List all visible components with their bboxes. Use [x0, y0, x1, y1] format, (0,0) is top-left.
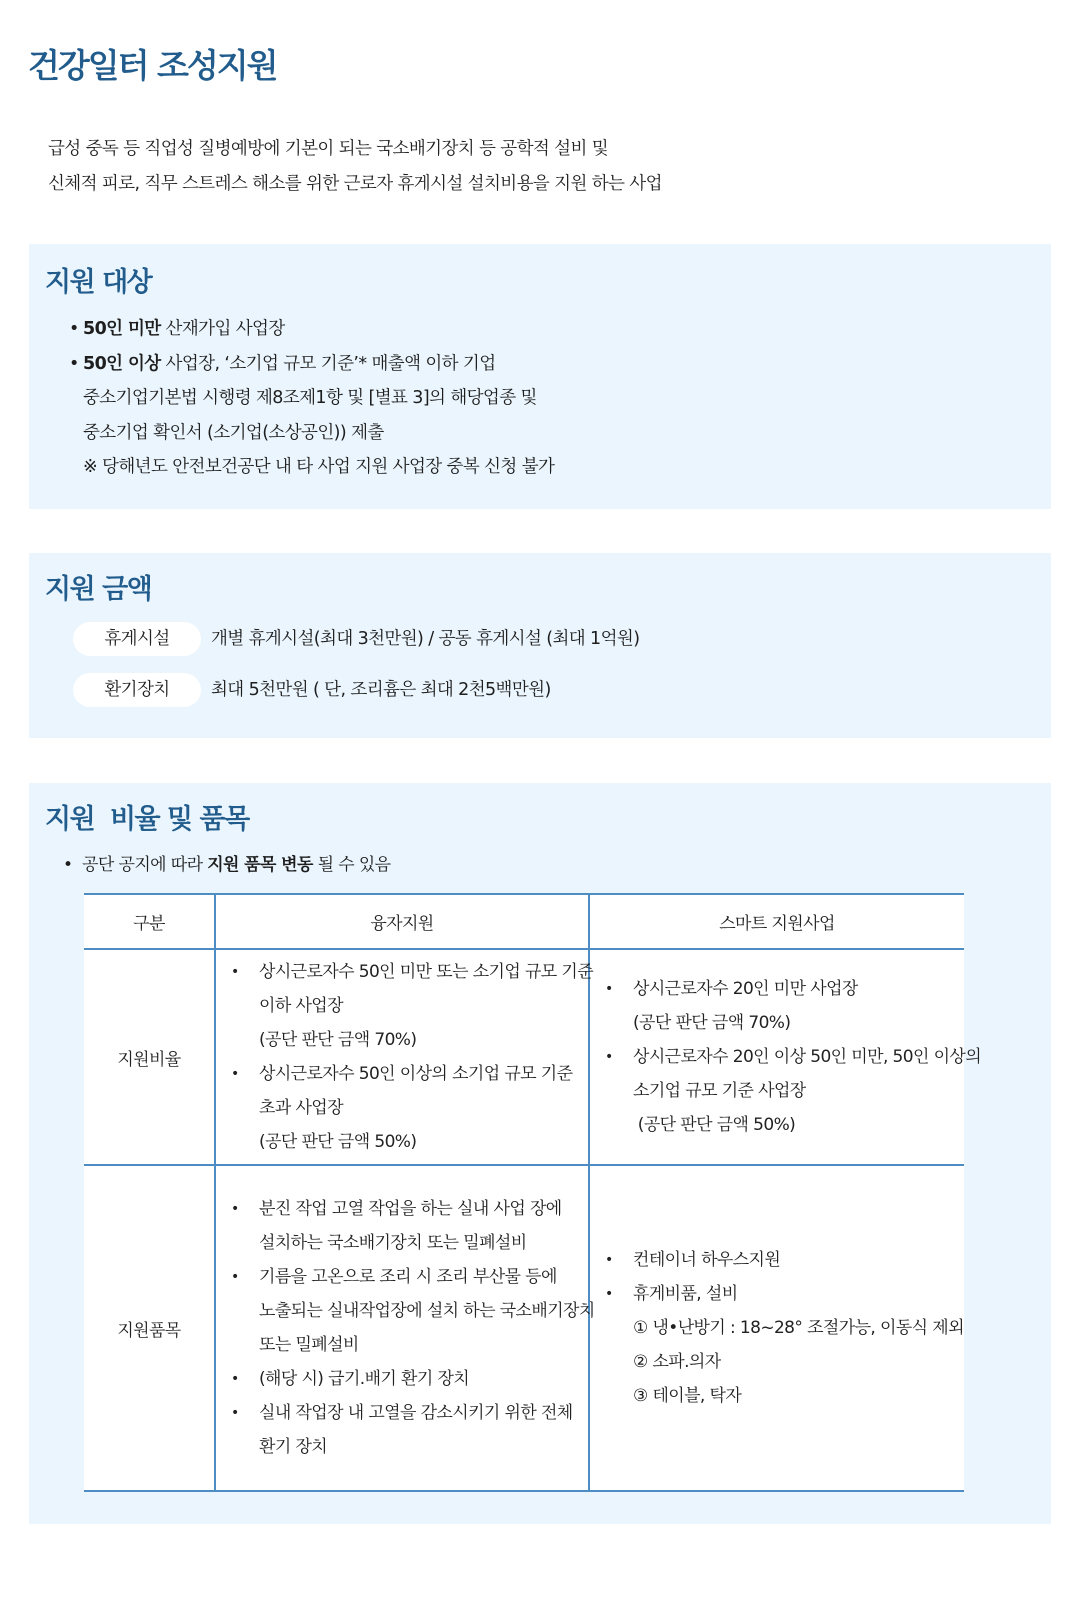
table-cell: [215, 1165, 595, 1491]
column-header: 구분: [84, 894, 215, 949]
list-item-continuation: (공단 판단 금액 50%): [259, 1132, 417, 1152]
list-item-text: 상시근로자수 20인 미만 사업장: [633, 979, 858, 999]
page-title: 건강일터 조성지원: [28, 46, 277, 85]
support-table: [84, 893, 982, 1492]
list-item: [231, 1396, 587, 1430]
bullet-icon: •: [231, 964, 239, 980]
row-label: 지원비율: [84, 949, 215, 1165]
bullet-icon: •: [63, 855, 83, 875]
list-item-text: 실내 작업장 내 고열을 감소시키기 위한 전체: [259, 1403, 573, 1423]
emphasis-text: 50인 미만: [83, 319, 161, 339]
list-item-continuation: ③ 테이블, 탁자: [633, 1386, 742, 1406]
target-section-title: 지원 대상: [45, 267, 152, 298]
list-item-continuation: 또는 밀폐설비: [259, 1335, 359, 1355]
list-item-text: (해당 시) 급기.배기 환기 장치: [259, 1369, 470, 1389]
bullet-list: [217, 951, 594, 1163]
list-item: [605, 1040, 982, 1074]
footnote: ※ 당해년도 안전보건공단 내 타 사업 지원 사업장 중복 신청 불가: [83, 457, 555, 477]
list-item-continuation: 소기업 규모 기준 사업장: [633, 1081, 806, 1101]
intro-line: 급성 중독 등 직업성 질병예방에 기본이 되는 국소배기장치 등 공학적 설비 및: [48, 139, 609, 159]
list-item-continuation: 이하 사업장: [259, 996, 343, 1016]
list-item-continuation: ① 냉•난방기 : 18~28° 조절가능, 이동식 제외: [633, 1318, 964, 1338]
list-item: [605, 1243, 963, 1277]
table-cell: [215, 949, 594, 1165]
intro-text: [48, 132, 662, 202]
emphasis-text: 지원 품목 변동: [207, 855, 313, 875]
list-item-continuation: (공단 판단 금액 70%): [259, 1030, 417, 1050]
list-item-text: 휴게비품, 설비: [633, 1284, 738, 1304]
table-cell: [589, 1165, 964, 1491]
bullet-icon: •: [605, 1252, 613, 1268]
list-item: [231, 1057, 587, 1091]
amount-section-title: 지원 금액: [45, 574, 152, 605]
bullet-icon: •: [69, 353, 79, 374]
ratio-section: [29, 783, 1051, 1524]
column-header: 스마트 지원사업: [589, 894, 964, 949]
bullet-icon: •: [231, 1371, 239, 1387]
list-item-continuation: (공단 판단 금액 70%): [633, 1013, 791, 1033]
table-cell: [589, 949, 982, 1165]
bullet-icon: •: [605, 1286, 613, 1302]
table-header-row: [84, 894, 964, 949]
bullet-icon: •: [231, 1269, 239, 1285]
list-item-continuation: (공단 판단 금액 50%): [633, 1115, 796, 1135]
amount-value: 최대 5천만원 ( 단, 조리흄은 최대 2천5백만원): [211, 680, 551, 700]
notice-text: [63, 850, 391, 875]
bullet-icon: •: [231, 1066, 239, 1082]
list-item: [69, 312, 554, 347]
list-item-text: 기름을 고온으로 조리 시 조리 부산물 등에: [259, 1267, 557, 1287]
list-item-continuation: ② 소파.의자: [633, 1352, 721, 1372]
bullet-list: [591, 968, 982, 1146]
table-row: [84, 949, 964, 1165]
list-item-continuation: 노출되는 실내작업장에 설치 하는 국소배기장치: [259, 1301, 595, 1321]
list-item: [231, 1362, 587, 1396]
notice-suffix: 될 수 있음: [312, 855, 391, 875]
list-item-continuation: 중소기업기본법 시행령 제8조제1항 및 [별표 3]의 해당업종 및: [83, 388, 537, 408]
list-item-text: 산재가입 사업장: [160, 319, 285, 339]
list-item-continuation: 초과 사업장: [259, 1098, 343, 1118]
list-item: [231, 1192, 587, 1226]
ratio-section-title: 지원 비율 및 품목: [45, 804, 249, 835]
list-item-text: 상시근로자수 20인 이상 50인 미만, 50인 이상의: [633, 1047, 982, 1067]
list-item-continuation: 환기 장치: [259, 1437, 328, 1457]
target-list: [69, 312, 554, 485]
list-item: [69, 347, 554, 382]
list-item-continuation: 설치하는 국소배기장치 또는 밀폐설비: [259, 1233, 527, 1253]
intro-line: 신체적 피로, 직무 스트레스 해소를 위한 근로자 휴게시설 설치비용을 지원 하는 사업: [48, 174, 662, 194]
table-row: [84, 1165, 964, 1491]
row-label: 지원품목: [84, 1165, 215, 1491]
target-section: [29, 244, 1051, 509]
list-item-continuation: 중소기업 확인서 (소기업(소상공인)) 제출: [83, 422, 384, 443]
bullet-list: [591, 1239, 963, 1417]
bullet-icon: •: [69, 319, 79, 339]
list-item-text: 사업장, ‘소기업 규모 기준’* 매출액 이하 기업: [160, 353, 496, 374]
list-item: [605, 1277, 963, 1311]
list-item: [231, 1260, 587, 1294]
notice-prefix: 공단 공지에 따라: [82, 855, 208, 875]
list-item-text: 분진 작업 고열 작업을 하는 실내 사업 장에: [259, 1199, 562, 1219]
bullet-icon: •: [231, 1201, 239, 1217]
list-item-text: 상시근로자수 50인 이상의 소기업 규모 기준: [259, 1064, 573, 1084]
amount-value: 개별 휴게시설(최대 3천만원) / 공동 휴게시설 (최대 1억원): [211, 629, 640, 649]
list-item: [231, 955, 594, 989]
bullet-icon: •: [231, 1405, 239, 1421]
bullet-icon: •: [605, 1049, 613, 1065]
column-header: 융자지원: [215, 894, 589, 949]
bullet-list: [217, 1188, 595, 1468]
amount-category-badge: 환기장치: [73, 673, 201, 707]
emphasis-text: 50인 이상: [83, 353, 161, 374]
list-item-text: 컨테이너 하우스지원: [633, 1250, 781, 1270]
list-item-text: 상시근로자수 50인 미만 또는 소기업 규모 기준: [259, 962, 594, 982]
amount-category-badge: 휴게시설: [73, 622, 201, 656]
list-item: [605, 972, 963, 1006]
amount-section: [29, 553, 1051, 738]
bullet-icon: •: [605, 981, 613, 997]
